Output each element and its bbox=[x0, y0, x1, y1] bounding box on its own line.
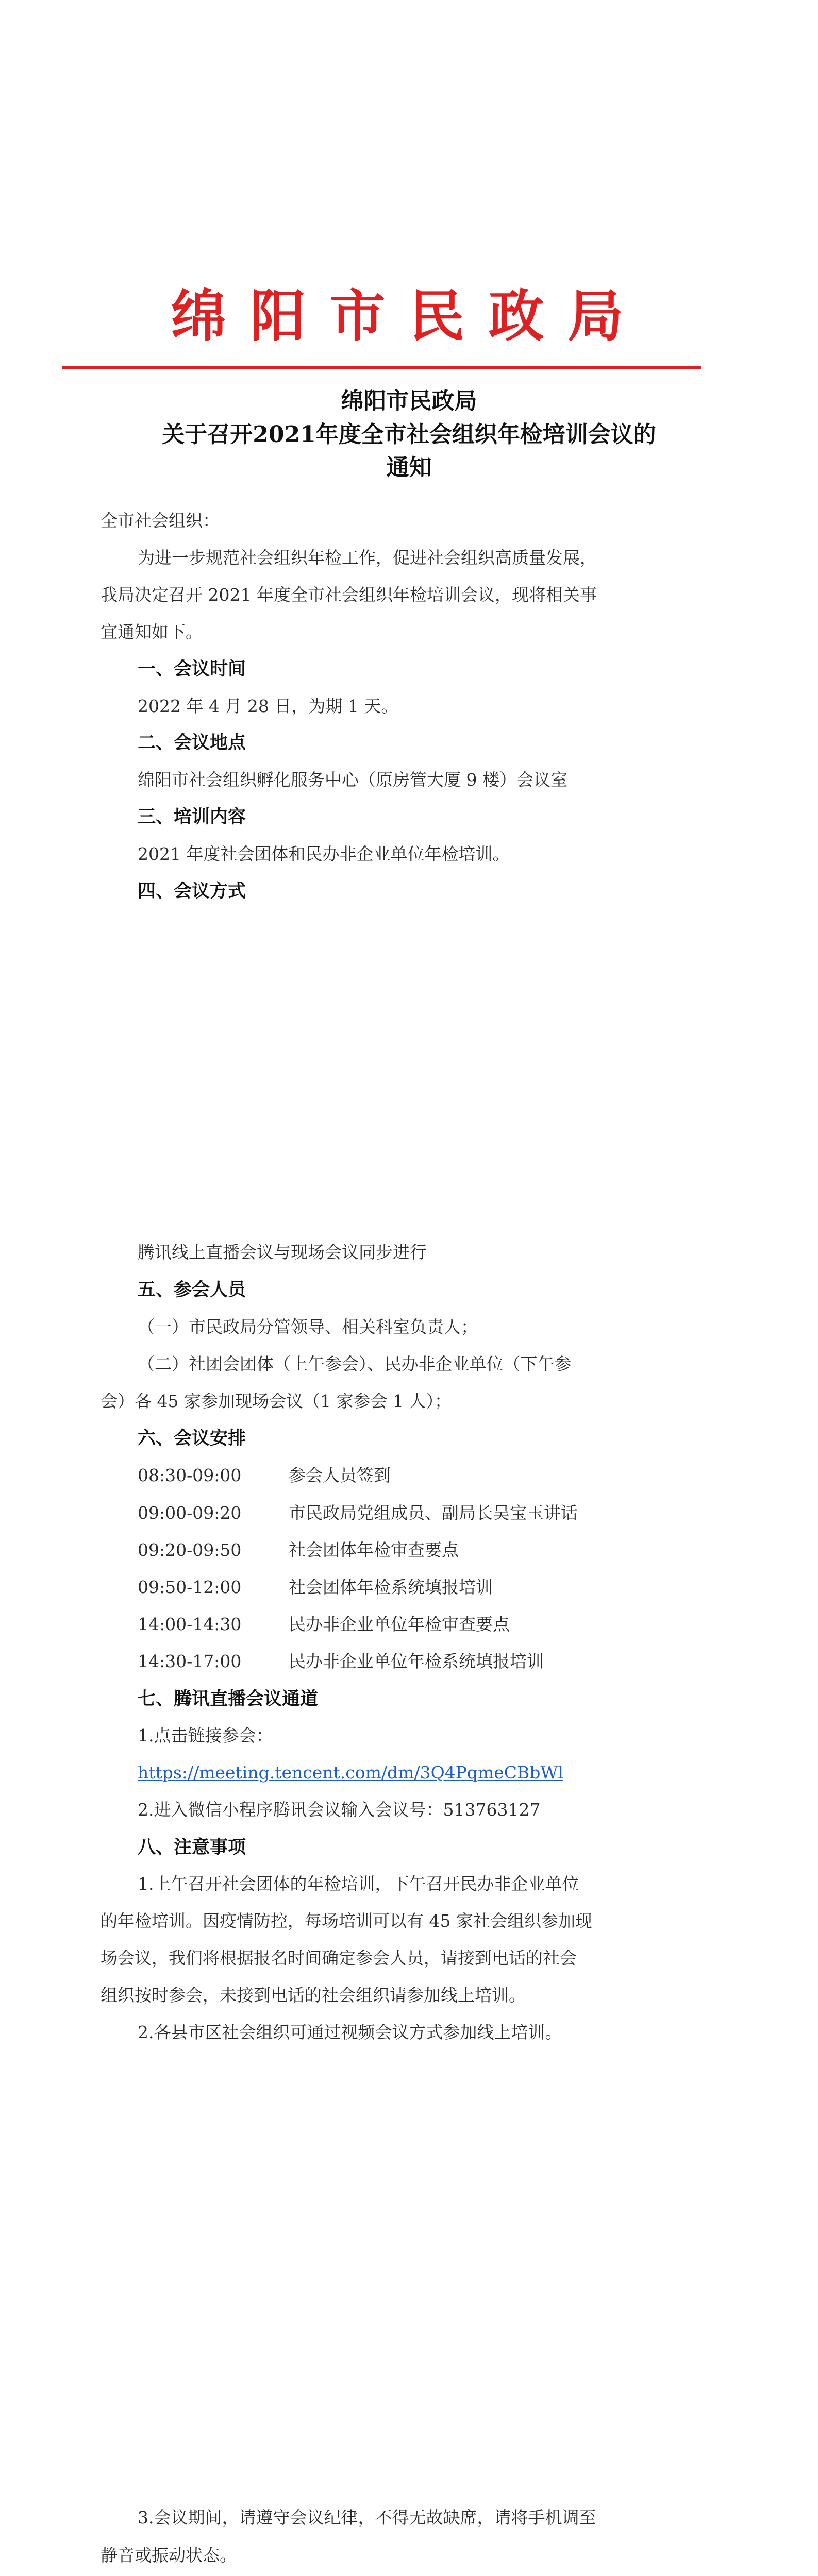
tencent-step2: 2.进入微信小程序腾讯会议输入会议号：513763127 bbox=[138, 1800, 541, 1820]
meeting-time-text: 2022 年 4 月 28 日，为期 1 天。 bbox=[138, 696, 398, 716]
notes-p1-line2: 的年检培训。因疫情防控，每场培训可以有 45 家社会组织参加现 bbox=[101, 1911, 592, 1931]
doc-title-line1: 关于召开2021年度全市社会组织年检培训会议的 bbox=[162, 421, 656, 448]
issuer-title: 绵阳市民政局 bbox=[341, 388, 477, 414]
schedule-time: 09:50-12:00 bbox=[138, 1577, 242, 1597]
banner-divider bbox=[62, 366, 701, 369]
section-heading-time: 一、会议时间 bbox=[138, 658, 246, 680]
section-heading-content: 三、培训内容 bbox=[138, 806, 246, 827]
section-heading-method: 四、会议方式 bbox=[138, 880, 246, 902]
notes-p1-line4: 组织按时参会，未接到电话的社会组织请参加线上培训。 bbox=[101, 1985, 526, 2005]
intro-line1: 为进一步规范社会组织年检工作，促进社会组织高质量发展， bbox=[138, 548, 597, 568]
salutation: 全市社会组织： bbox=[101, 511, 220, 531]
notes-p1-line3: 场会议，我们将根据报名时间确定参会人员，请接到电话的社会 bbox=[101, 1948, 577, 1968]
meeting-location-text: 绵阳市社会组织孵化服务中心（原房管大厦 9 楼）会议室 bbox=[138, 770, 567, 790]
schedule-item: 参会人员签到 bbox=[289, 1465, 391, 1485]
doc-title-line2: 通知 bbox=[386, 454, 432, 481]
attendees-item1: （一）市民政局分管领导、相关科室负责人； bbox=[138, 1317, 478, 1337]
attendees-item2-line1: （二）社团会团体（上午参会）、民办非企业单位（下午参 bbox=[138, 1354, 572, 1374]
schedule-time: 14:00-14:30 bbox=[138, 1614, 242, 1634]
schedule-item: 社会团体年检审查要点 bbox=[289, 1540, 459, 1560]
meeting-method-text: 腾讯线上直播会议与现场会议同步进行 bbox=[138, 1242, 427, 1262]
schedule-time: 09:00-09:20 bbox=[138, 1503, 242, 1523]
schedule-item: 民办非企业单位年检系统填报培训 bbox=[289, 1651, 544, 1671]
section-heading-tencent: 七、腾讯直播会议通道 bbox=[138, 1688, 319, 1709]
notes-p3-line2: 静音或振动状态。 bbox=[101, 2545, 237, 2565]
schedule-item: 社会团体年检系统填报培训 bbox=[289, 1577, 493, 1597]
agency-banner: 绵阳市民政局 bbox=[171, 284, 647, 349]
section-heading-attendees: 五、参会人员 bbox=[138, 1279, 246, 1300]
notes-p3-line1: 3.会议期间，请遵守会议纪律，不得无故缺席，请将手机调至 bbox=[138, 2507, 596, 2528]
section-heading-notes: 八、注意事项 bbox=[138, 1837, 246, 1858]
intro-line2: 我局决定召开 2021 年度全市社会组织年检培训会议，现将相关事 bbox=[101, 585, 597, 605]
schedule-time: 14:30-17:00 bbox=[138, 1651, 242, 1671]
tencent-step1: 1.点击链接参会： bbox=[138, 1725, 273, 1745]
section-heading-schedule: 六、会议安排 bbox=[138, 1428, 246, 1449]
schedule-item: 民办非企业单位年检审查要点 bbox=[289, 1614, 510, 1634]
notes-p2: 2.各县市区社会组织可通过视频会议方式参加线上培训。 bbox=[138, 2022, 562, 2042]
schedule-item: 市民政局党组成员、副局长吴宝玉讲话 bbox=[289, 1503, 578, 1523]
intro-line3: 宜通知如下。 bbox=[101, 622, 203, 642]
attendees-item2-line2: 会）各 45 家参加现场会议（1 家参会 1 人）； bbox=[101, 1391, 452, 1411]
tencent-meeting-link[interactable]: https://meeting.tencent.com/dm/3Q4PqmeCBbWl bbox=[138, 1762, 563, 1783]
schedule-time: 08:30-09:00 bbox=[138, 1465, 242, 1485]
notes-p1-line1: 1.上午召开社会团体的年检培训，下午召开民办非企业单位 bbox=[138, 1874, 579, 1894]
training-content-text: 2021 年度社会团体和民办非企业单位年检培训。 bbox=[138, 844, 510, 864]
schedule-time: 09:20-09:50 bbox=[138, 1540, 242, 1560]
section-heading-location: 二、会议地点 bbox=[138, 732, 246, 753]
